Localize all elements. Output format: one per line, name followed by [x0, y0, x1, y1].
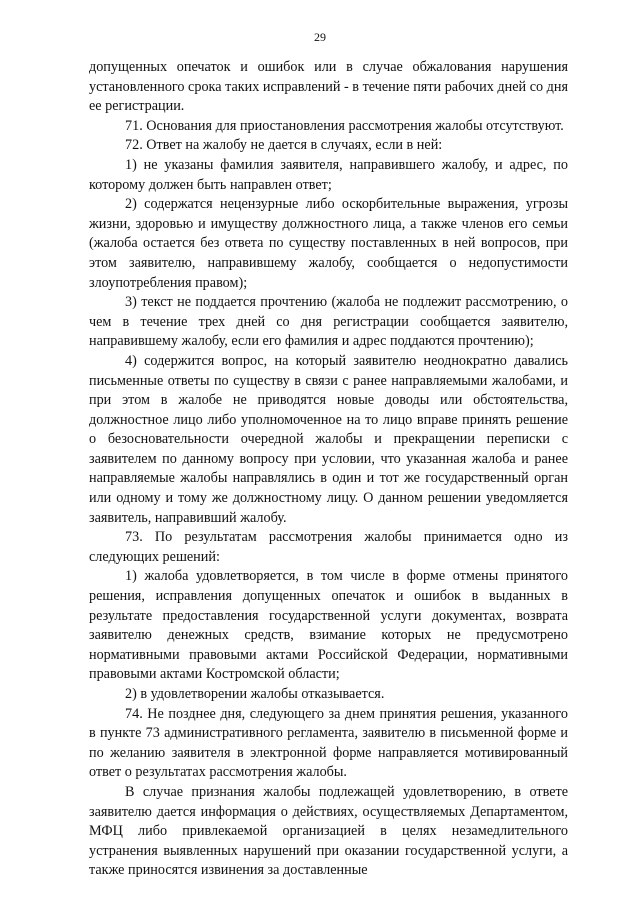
paragraph-continuation: допущенных опечаток и ошибок или в случае обжалования нарушения установленного срока таких исправлений - в течение пяти рабочих дней со дня ее регистрации.	[89, 59, 568, 115]
paragraph-72-item-1: 1) не указаны фамилия заявителя, направившего жалобу, и адрес, по которому должен быть направлен ответ;	[89, 156, 568, 193]
paragraph-74-continuation: В случае признания жалобы подлежащей удовлетворению, в ответе заявителю дается информация о действиях, осуществляемых Департаментом, МФЦ либо привлекаемой организацией в целях незамедлительного устранения выявленных нарушений при оказании государственной услуги, а также приносятся извинения за доставленные	[89, 783, 568, 879]
document-body	[89, 58, 568, 881]
paragraph-73-item-1: 1) жалоба удовлетворяется, в том числе в форме отмены принятого решения, исправления допущенных опечаток и ошибок в выданных в результате предоставления государственной услуги документах, возврата заявителю денежных средств, взимание которых не предусмотрено нормативными правовыми актами Российской Федерации, нормативными правовыми актами Костромской области;	[89, 568, 568, 683]
paragraph-72: 72. Ответ на жалобу не дается в случаях, если в ней:	[125, 137, 443, 154]
paragraph-73-item-2: 2) в удовлетворении жалобы отказывается.	[125, 686, 385, 702]
paragraph-72-item-3: 3) текст не поддается прочтению (жалоба не подлежит рассмотрению, о чем в течение трех дней со дня регистрации сообщается заявителю, направившему жалобу, если его фамилия и адрес поддаются прочтению);	[89, 294, 568, 350]
paragraph-72-item-2: 2) содержатся нецензурные либо оскорбительные выражения, угрозы жизни, здоровью и имуществу должностного лица, а также членов его семьи (жалоба остается без ответа по существу поставленных в ней вопросов, при этом заявителю, направившему жалобу, сообщается о недопустимости злоупотребления правом);	[89, 196, 568, 291]
page-number: 29	[314, 30, 326, 44]
paragraph-74: 74. Не позднее дня, следующего за днем принятия решения, указанного в пункте 73 административного регламента, заявителю в письменной форме и по желанию заявителя в электронной форме направляется мотивированный ответ о результатах рассмотрения жалобы.	[89, 705, 568, 781]
paragraph-71: 71. Основания для приостановления рассмотрения жалобы отсутствуют.	[125, 117, 564, 134]
paragraph-72-item-4: 4) содержится вопрос, на который заявителю неоднократно давались письменные ответы по существу в связи с ранее направляемыми жалобами, и при этом в жалобе не приводятся новые доводы или обстоятельства, должностное лицо либо уполномоченное на то лицо вправе принять решение о безосновательности очередной жалобы и прекращении переписки с заявителем по данному вопросу при условии, что указанная жалоба и ранее направляемые жалобы направлялись в один и тот же государственный орган или одному и тому же должностному лицу. О данном решении уведомляется заявитель, направивший жалобу.	[89, 352, 568, 526]
paragraph-73: 73. По результатам рассмотрения жалобы принимается одно из следующих решений:	[89, 529, 568, 565]
